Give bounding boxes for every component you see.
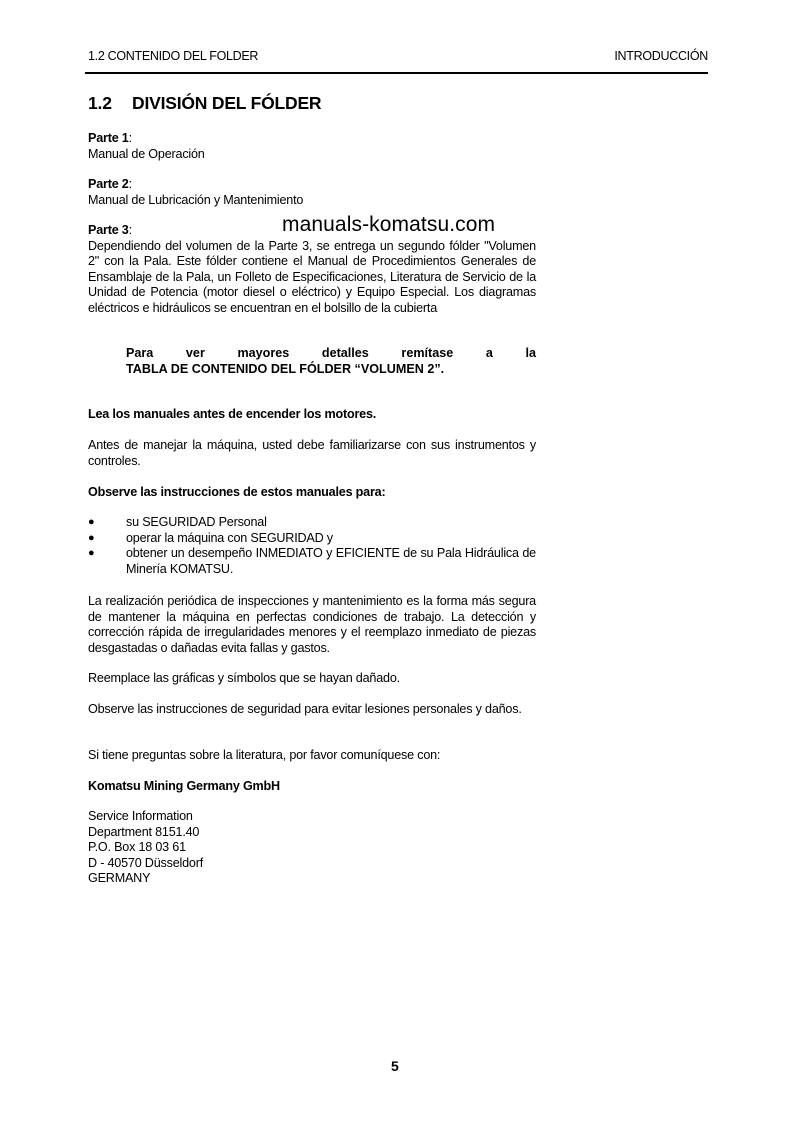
part-2-text: Manual de Lubricación y Mantenimiento [88,192,304,207]
part-3-text: Dependiendo del volumen de la Parte 3, se entrega un segundo fólder "Volumen 2" con la Pala. Este fólder contiene el Manual de Procedimientos Generales de Ensamblaje de la Pala, un Folleto de Especificaciones, Literatura de Servicio de la Unidad de Potencia (motor diesel o eléctrico) y Equipo Especial. Los diagramas eléctricos e hidráulicos se encuentran en el bolsillo de la cubierta [88,238,536,315]
part-2-label: Parte 2 [88,177,129,191]
bullet-dot: ● [88,547,95,559]
contact-paragraph: Si tiene preguntas sobre la literatura, por favor comuníquese con: [88,748,441,762]
safety-paragraph: Observe las instrucciones de seguridad para evitar lesiones personales y daños. [88,702,522,716]
section-title-text: DIVISIÓN DEL FÓLDER [132,93,322,113]
page-header [88,49,708,69]
note [126,346,536,377]
list-item [88,531,536,547]
company-name: Komatsu Mining Germany GmbH [88,779,280,793]
address-line: P.O. Box 18 03 61 [88,840,186,854]
address-line: Service Information [88,809,193,823]
bullet-text: su SEGURIDAD Personal [126,515,267,529]
list-item [88,515,536,531]
bullet-dot: ● [88,516,95,528]
list-item [88,546,536,577]
part-1 [88,131,536,162]
part-2-colon: : [128,177,132,191]
address-line: D - 40570 Düsseldorf [88,855,204,870]
maintenance-paragraph: La realización periódica de inspecciones y mantenimiento es la forma más segura de mantener la máquina en perfectas condiciones de trabajo. La detección y corrección rápida de irregularidades menores y el reemplazo inmediato de piezas desgastadas o dañadas evita fallas y gastos. [88,594,536,655]
part-2 [88,177,536,208]
part-3-label: Parte 3 [88,223,129,237]
part-1-colon: : [128,131,132,145]
part-3-colon: : [128,223,132,237]
watermark: manuals-komatsu.com [282,213,496,236]
bullet-list [88,515,536,577]
bullet-text: obtener un desempeño INMEDIATO y EFICIENTE de su Pala Hidráulica de Minería KOMATSU. [126,546,536,576]
replace-graphics-paragraph: Reemplace las gráficas y símbolos que se hayan dañado. [88,671,400,685]
page-number: 5 [391,1058,399,1074]
header-left: 1.2 CONTENIDO DEL FOLDER [88,49,259,63]
note-line-2: TABLA DE CONTENIDO DEL FÓLDER “VOLUMEN 2”. [126,361,445,376]
bullet-text: operar la máquina con SEGURIDAD y [126,530,333,545]
part-1-text: Manual de Operación [88,146,205,161]
note-line-1: Para ver mayores detalles remítase a la [126,346,536,360]
address-block [88,809,536,887]
bullet-dot: ● [88,531,95,544]
read-heading: Lea los manuales antes de encender los motores. [88,407,377,421]
section-number: 1.2 [88,93,112,113]
address-line: GERMANY [88,871,151,885]
header-rule [85,72,708,74]
section-title [88,93,321,114]
header-right: INTRODUCCIÓN [614,49,708,63]
observe-heading: Observe las instrucciones de estos manuales para: [88,485,386,499]
address-line: Department 8151.40 [88,824,200,839]
read-text: Antes de manejar la máquina, usted debe familiarizarse con sus instrumentos y controles. [88,438,536,468]
part-1-label: Parte 1 [88,131,129,145]
